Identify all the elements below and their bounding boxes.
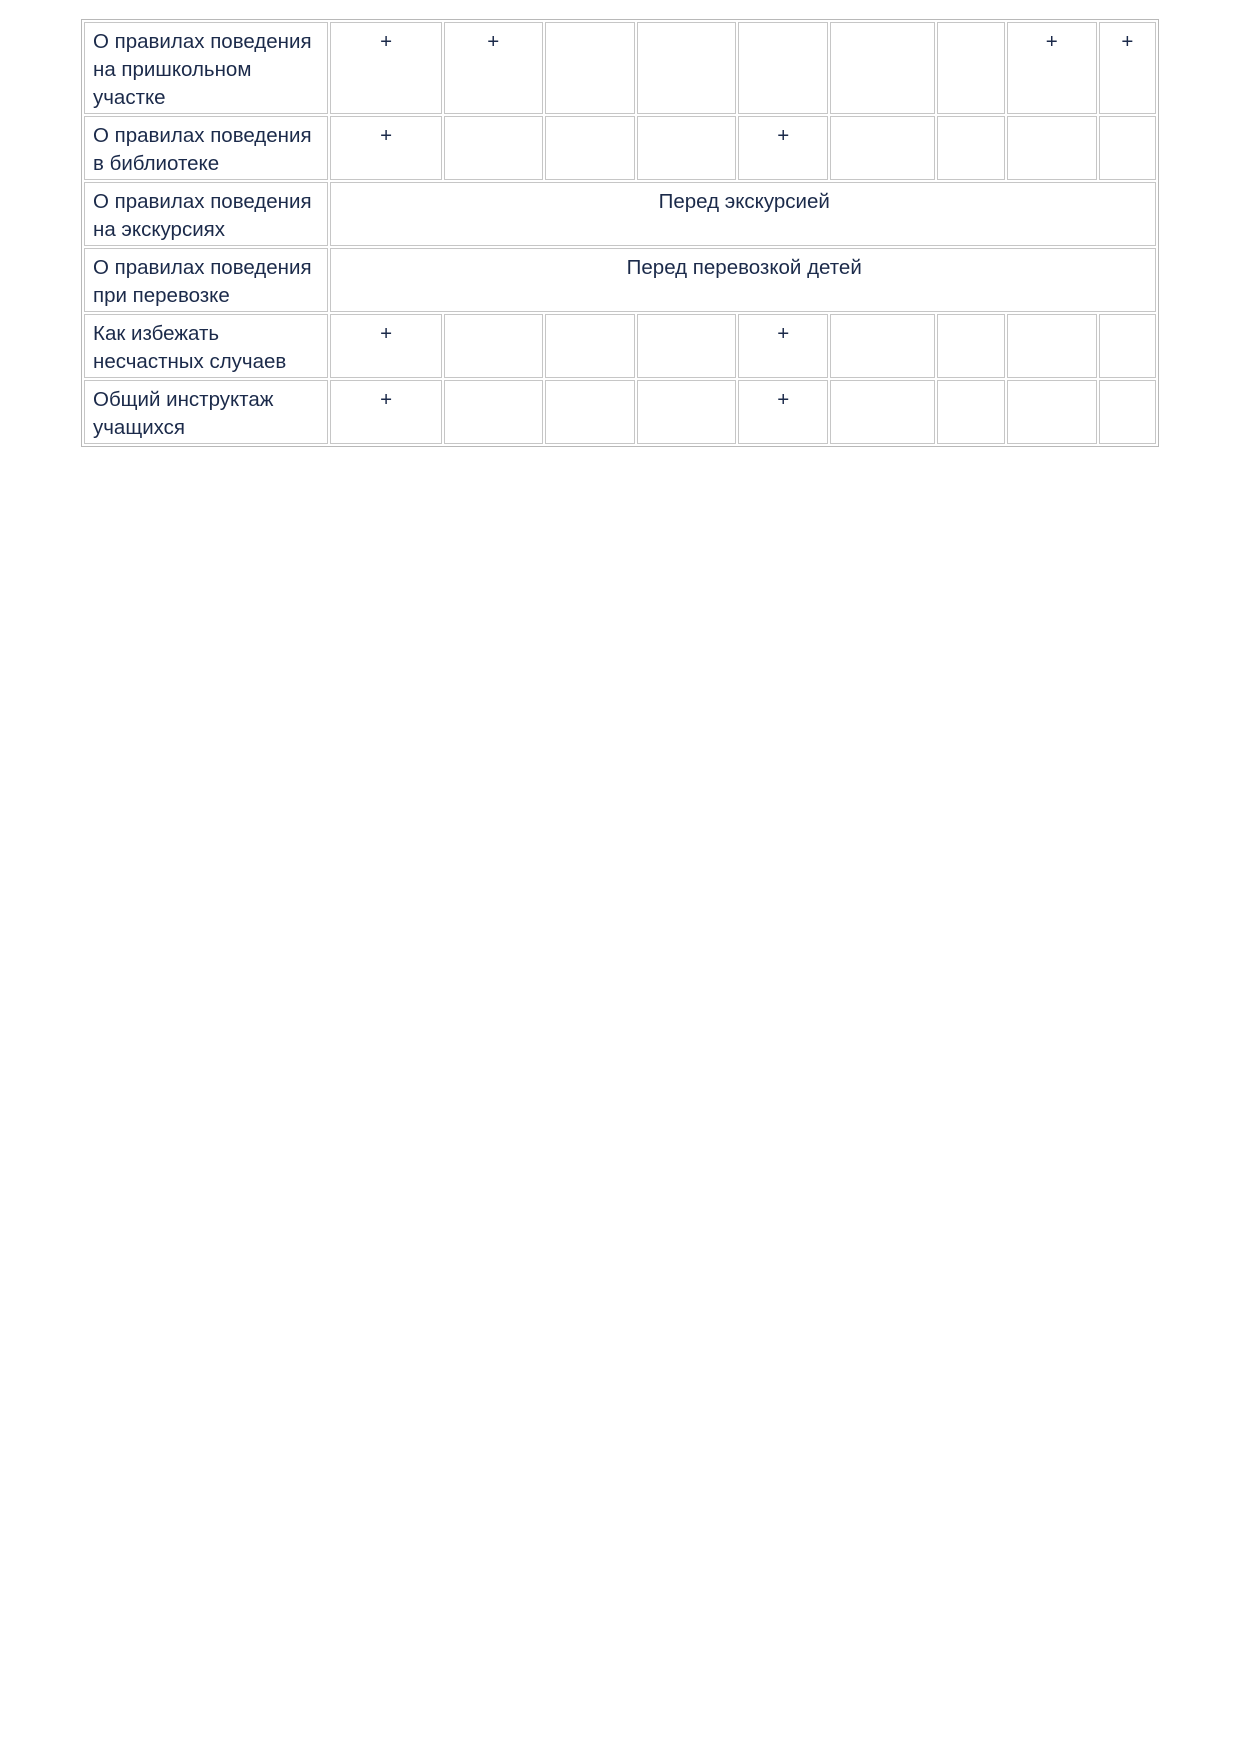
mark-cell: +: [1099, 22, 1156, 114]
mark-cell: [1099, 380, 1156, 444]
mark-cell: +: [330, 314, 441, 378]
mark-cell: [637, 116, 736, 180]
topic-cell: О правилах поведения на экскурсиях: [84, 182, 328, 246]
schedule-note-cell: Перед перевозкой детей: [330, 248, 1156, 312]
mark-cell: +: [444, 22, 543, 114]
topic-cell: О правилах поведения при перевозке: [84, 248, 328, 312]
mark-cell: [1099, 314, 1156, 378]
mark-cell: [444, 314, 543, 378]
table-row: [84, 116, 1156, 180]
mark-cell: [738, 22, 828, 114]
mark-cell: +: [330, 116, 441, 180]
mark-cell: +: [1007, 22, 1097, 114]
mark-cell: [937, 380, 1005, 444]
topic-cell: Как избежать несчастных случаев: [84, 314, 328, 378]
mark-cell: [444, 380, 543, 444]
table-row: [84, 314, 1156, 378]
mark-cell: [1007, 116, 1097, 180]
mark-cell: [637, 314, 736, 378]
mark-cell: [937, 22, 1005, 114]
mark-cell: [444, 116, 543, 180]
mark-cell: +: [738, 314, 828, 378]
topic-cell: Общий инструктаж учащихся: [84, 380, 328, 444]
table-row: [84, 22, 1156, 114]
mark-cell: [545, 314, 635, 378]
table-row: [84, 182, 1156, 246]
mark-cell: [1007, 380, 1097, 444]
instruction-schedule-table: [81, 19, 1159, 447]
mark-cell: [545, 380, 635, 444]
mark-cell: +: [738, 380, 828, 444]
mark-cell: [637, 22, 736, 114]
table-row: [84, 248, 1156, 312]
mark-cell: [830, 314, 934, 378]
mark-cell: [1099, 116, 1156, 180]
mark-cell: +: [738, 116, 828, 180]
mark-cell: +: [330, 380, 441, 444]
mark-cell: [545, 116, 635, 180]
mark-cell: [545, 22, 635, 114]
mark-cell: [830, 22, 934, 114]
mark-cell: +: [330, 22, 441, 114]
mark-cell: [937, 116, 1005, 180]
mark-cell: [937, 314, 1005, 378]
table-row: [84, 380, 1156, 444]
topic-cell: О правилах поведения в библиотеке: [84, 116, 328, 180]
schedule-note-cell: Перед экскурсией: [330, 182, 1156, 246]
mark-cell: [1007, 314, 1097, 378]
mark-cell: [830, 380, 934, 444]
mark-cell: [637, 380, 736, 444]
topic-cell: О правилах поведения на пришкольном участке: [84, 22, 328, 114]
mark-cell: [830, 116, 934, 180]
